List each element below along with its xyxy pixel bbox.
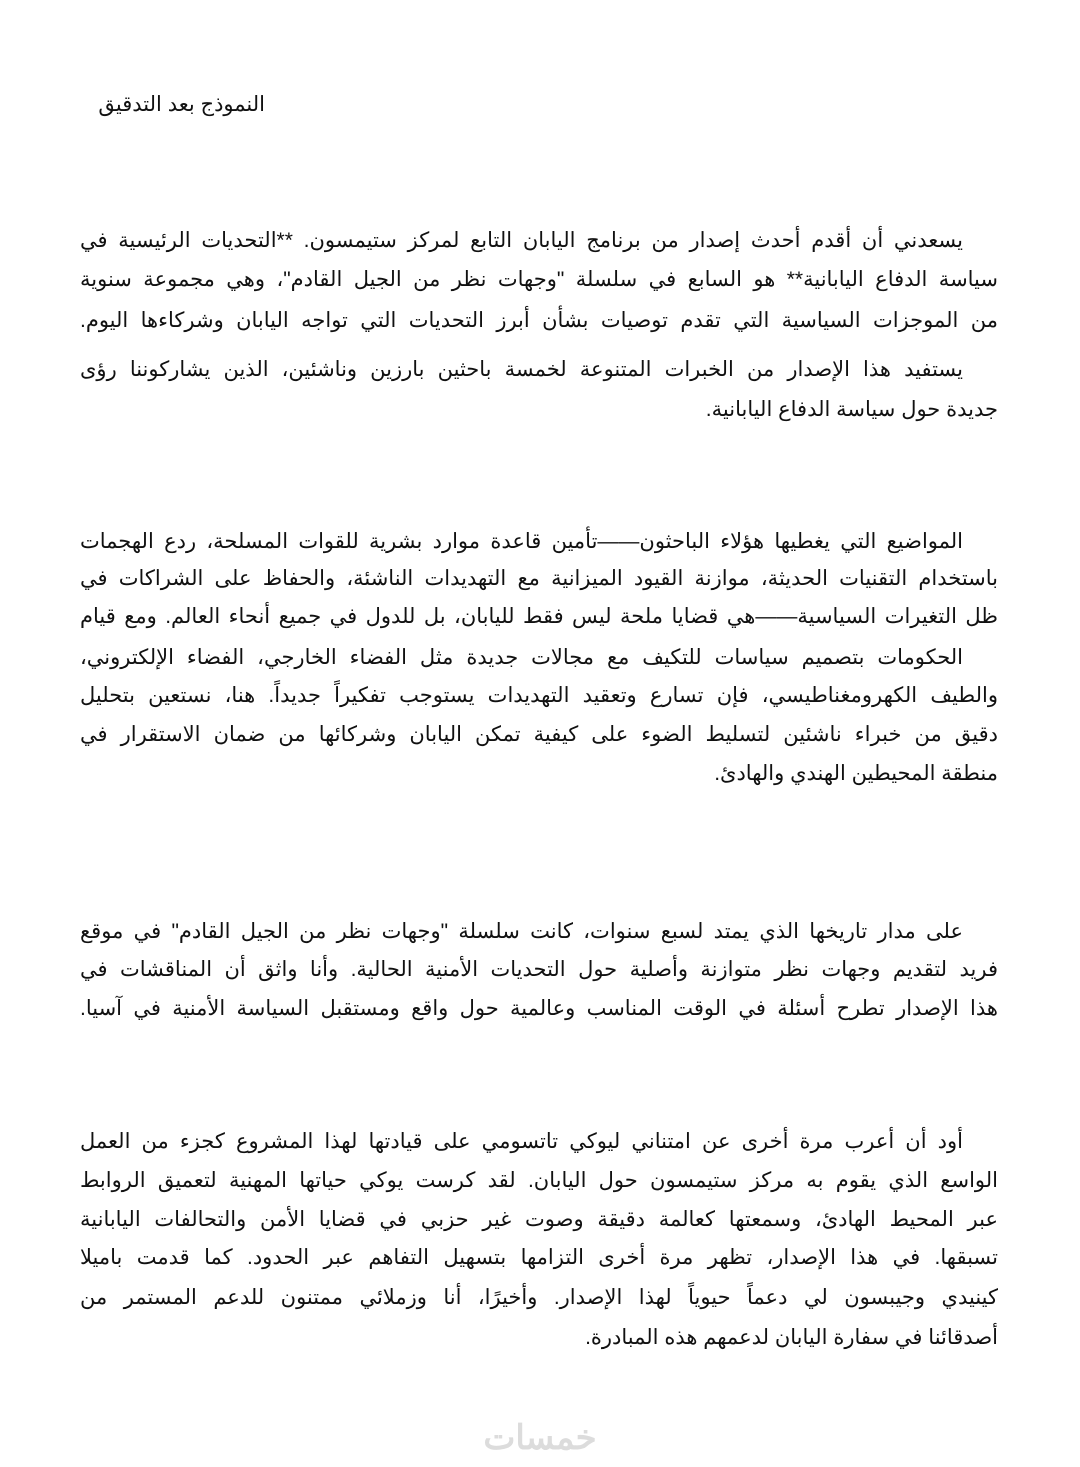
document-title: النموذج بعد التدقيق	[98, 93, 265, 116]
text-line: يسعدني أن أقدم أحدث إصدار من برنامج اليابان التابع لمركز ستيمسون. **التحديات الرئيسية في	[80, 229, 963, 252]
text-line: المواضيع التي يغطيها هؤلاء الباحثون——تأمين قاعدة موارد بشرية للقوات المسلحة، ردع الهجمات	[80, 530, 963, 553]
text-line: كينيدي وجيبسون لي دعماً حيوياً لهذا الإصدار. وأخيرًا، أنا وزملائي ممتنون للدعم المستمر من	[80, 1286, 998, 1309]
watermark-logo: خمسات	[483, 1419, 597, 1457]
text-line: الحكومات بتصميم سياسات للتكيف مع مجالات جديدة مثل الفضاء الخارجي، الفضاء الإلكتروني،	[80, 646, 963, 669]
text-line: الواسع الذي يقوم به مركز ستيمسون حول اليابان. لقد كرست يوكي حياتها المهنية لتعميق الروابط	[80, 1169, 998, 1192]
text-line: منطقة المحيطين الهندي والهادئ.	[714, 762, 998, 785]
text-line: أصدقائنا في سفارة اليابان لدعمهم هذه المبادرة.	[585, 1326, 998, 1349]
text-line: يستفيد هذا الإصدار من الخبرات المتنوعة لخمسة باحثين بارزين وناشئين، الذين يشاركوننا رؤى	[80, 358, 963, 381]
text-line: فريد لتقديم وجهات نظر متوازنة وأصلية حول التحديات الأمنية الحالية. وأنا واثق أن المناقشات في	[80, 958, 998, 981]
text-line: على مدار تاريخها الذي يمتد لسبع سنوات، كانت سلسلة "وجهات نظر من الجيل القادم" في موقع	[80, 920, 963, 943]
text-line: جديدة حول سياسة الدفاع اليابانية.	[705, 398, 998, 421]
text-line: هذا الإصدار تطرح أسئلة في الوقت المناسب وعالمية حول واقع ومستقبل السياسة الأمنية في آسيا.	[80, 997, 998, 1020]
text-line: من الموجزات السياسية التي تقدم توصيات بشأن أبرز التحديات التي تواجه اليابان وشركاءها اليوم.	[80, 309, 998, 332]
text-line: باستخدام التقنيات الحديثة، موازنة القيود الميزانية مع التهديدات الناشئة، والحفاظ على الشراكات في	[80, 567, 998, 590]
text-line: تسبقها. في هذا الإصدار، تظهر مرة أخرى التزامها بتسهيل التفاهم عبر الحدود. كما قدمت باميلا	[80, 1246, 998, 1269]
text-line: سياسة الدفاع اليابانية** هو السابع في سلسلة "وجهات نظر من الجيل القادم"، وهي مجموعة سنوية	[80, 268, 998, 291]
text-line: أود أن أعرب مرة أخرى عن امتناني ليوكي تاتسومي على قيادتها لهذا المشروع كجزء من العمل	[80, 1130, 963, 1153]
text-line: ظل التغيرات السياسية——هي قضايا ملحة ليس فقط لليابان، بل للدول في جميع أنحاء العالم. ومع قيام	[80, 605, 998, 628]
text-line: والطيف الكهرومغناطيسي، فإن تسارع وتعقيد التهديدات يستوجب تفكيراً جديداً. هنا، نستعين بتحليل	[80, 684, 998, 707]
text-line: عبر المحيط الهادئ، وسمعتها كعالمة دقيقة وصوت غير حزبي في قضايا الأمن والتحالفات اليابانية	[80, 1208, 998, 1231]
text-line: دقيق من خبراء ناشئين لتسليط الضوء على كيفية تمكن اليابان وشركائها من ضمان الاستقرار في	[80, 723, 998, 746]
